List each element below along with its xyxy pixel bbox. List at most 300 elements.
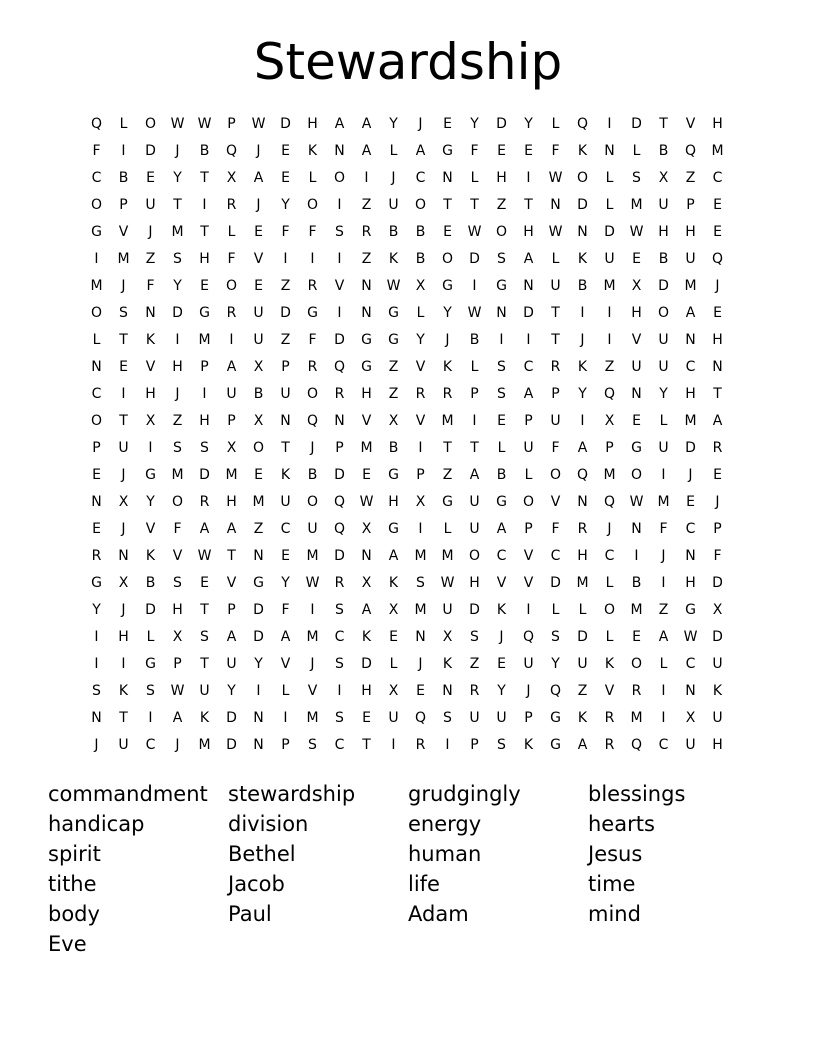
grid-letter: P bbox=[119, 197, 128, 213]
grid-letter: M bbox=[360, 440, 373, 456]
grid-letter: E bbox=[389, 629, 398, 645]
grid-letter: H bbox=[361, 386, 372, 402]
grid-letter: O bbox=[657, 305, 670, 321]
grid-letter: I bbox=[94, 656, 99, 672]
grid-letter: J bbox=[121, 602, 126, 618]
grid-letter: A bbox=[172, 710, 183, 726]
grid-letter: R bbox=[442, 386, 453, 402]
grid-letter: M bbox=[198, 332, 211, 348]
word-bank-item: human bbox=[408, 842, 482, 866]
grid-letter: M bbox=[90, 278, 103, 294]
grid-letter: N bbox=[496, 305, 507, 321]
grid-letter: H bbox=[307, 116, 318, 132]
grid-letter: C bbox=[604, 548, 615, 564]
grid-letter: A bbox=[685, 305, 696, 321]
grid-letter: L bbox=[659, 413, 668, 429]
grid-letter: M bbox=[630, 602, 643, 618]
grid-letter: H bbox=[118, 629, 129, 645]
word-bank-item: Paul bbox=[228, 902, 272, 926]
grid-letter: F bbox=[470, 143, 479, 159]
grid-letter: Q bbox=[603, 494, 616, 510]
grid-letter: G bbox=[388, 332, 399, 348]
grid-letter: Y bbox=[281, 197, 290, 213]
grid-letter: E bbox=[443, 224, 452, 240]
grid-letter: U bbox=[118, 440, 129, 456]
grid-letter: Z bbox=[253, 521, 264, 537]
grid-letter: T bbox=[362, 737, 371, 753]
grid-letter: U bbox=[145, 197, 156, 213]
grid-letter: A bbox=[415, 143, 426, 159]
grid-letter: U bbox=[226, 656, 237, 672]
grid-letter: J bbox=[256, 197, 261, 213]
grid-letter: D bbox=[523, 305, 534, 321]
grid-letter: U bbox=[118, 737, 129, 753]
grid-row bbox=[83, 192, 731, 219]
grid-letter: I bbox=[310, 602, 315, 618]
grid-letter: I bbox=[310, 251, 315, 267]
grid-letter: B bbox=[388, 224, 399, 240]
grid-letter: K bbox=[523, 737, 534, 753]
grid-letter: F bbox=[227, 251, 236, 267]
grid-letter: S bbox=[173, 440, 182, 456]
grid-letter: E bbox=[443, 116, 452, 132]
grid-letter: M bbox=[603, 467, 616, 483]
grid-letter: X bbox=[388, 413, 399, 429]
grid-letter: M bbox=[441, 413, 454, 429]
grid-letter: G bbox=[145, 656, 156, 672]
grid-letter: I bbox=[499, 332, 504, 348]
grid-letter: R bbox=[226, 197, 237, 213]
grid-letter: K bbox=[712, 683, 723, 699]
grid-letter: E bbox=[713, 305, 722, 321]
grid-letter: B bbox=[253, 386, 264, 402]
grid-letter: S bbox=[173, 575, 182, 591]
grid-letter: P bbox=[524, 710, 533, 726]
grid-letter: B bbox=[415, 251, 426, 267]
grid-letter: M bbox=[171, 467, 184, 483]
grid-letter: J bbox=[121, 521, 126, 537]
grid-letter: V bbox=[145, 521, 156, 537]
grid-letter: N bbox=[280, 413, 291, 429]
grid-letter: D bbox=[658, 278, 669, 294]
grid-letter: W bbox=[251, 116, 266, 132]
grid-letter: D bbox=[334, 332, 345, 348]
grid-letter: B bbox=[631, 575, 642, 591]
grid-letter: Y bbox=[659, 386, 668, 402]
grid-row bbox=[83, 435, 731, 462]
grid-letter: Y bbox=[146, 494, 155, 510]
grid-letter: I bbox=[526, 170, 531, 186]
grid-letter: O bbox=[333, 170, 346, 186]
grid-letter: U bbox=[712, 710, 723, 726]
grid-letter: A bbox=[523, 251, 534, 267]
grid-letter: Z bbox=[145, 251, 156, 267]
grid-letter: T bbox=[119, 413, 128, 429]
grid-row bbox=[83, 732, 731, 759]
grid-letter: Y bbox=[389, 116, 398, 132]
word-bank-item: division bbox=[228, 812, 309, 836]
grid-letter: W bbox=[629, 494, 644, 510]
grid-letter: M bbox=[171, 224, 184, 240]
grid-letter: V bbox=[172, 548, 183, 564]
grid-letter: M bbox=[657, 494, 670, 510]
grid-letter: D bbox=[172, 305, 183, 321]
grid-letter: D bbox=[199, 467, 210, 483]
grid-letter: M bbox=[198, 737, 211, 753]
grid-letter: D bbox=[253, 602, 264, 618]
grid-letter: Z bbox=[361, 251, 372, 267]
grid-letter: X bbox=[658, 170, 669, 186]
grid-letter: Y bbox=[524, 116, 533, 132]
grid-letter: S bbox=[470, 629, 479, 645]
grid-letter: T bbox=[443, 440, 452, 456]
grid-letter: E bbox=[524, 143, 533, 159]
grid-letter: S bbox=[119, 305, 128, 321]
grid-letter: I bbox=[445, 737, 450, 753]
grid-letter: U bbox=[685, 251, 696, 267]
grid-letter: J bbox=[715, 278, 720, 294]
grid-letter: K bbox=[388, 251, 399, 267]
grid-letter: G bbox=[388, 305, 399, 321]
grid-letter: N bbox=[253, 737, 264, 753]
grid-letter: D bbox=[334, 467, 345, 483]
grid-letter: I bbox=[256, 683, 261, 699]
grid-letter: H bbox=[226, 494, 237, 510]
grid-letter: A bbox=[226, 629, 237, 645]
grid-letter: D bbox=[253, 629, 264, 645]
grid-letter: R bbox=[415, 386, 426, 402]
grid-row bbox=[83, 300, 731, 327]
grid-letter: L bbox=[389, 656, 398, 672]
grid-letter: E bbox=[146, 170, 155, 186]
grid-letter: T bbox=[227, 548, 236, 564]
grid-letter: N bbox=[577, 224, 588, 240]
grid-letter: Z bbox=[604, 359, 615, 375]
grid-letter: S bbox=[200, 629, 209, 645]
grid-letter: G bbox=[496, 278, 507, 294]
grid-letter: Q bbox=[90, 116, 103, 132]
grid-letter: N bbox=[334, 143, 345, 159]
grid-letter: W bbox=[170, 683, 185, 699]
grid-letter: A bbox=[334, 116, 345, 132]
grid-letter: N bbox=[145, 305, 156, 321]
grid-letter: H bbox=[577, 548, 588, 564]
grid-letter: Q bbox=[333, 494, 346, 510]
grid-letter: C bbox=[685, 521, 696, 537]
grid-letter: L bbox=[281, 683, 290, 699]
grid-letter: X bbox=[361, 575, 372, 591]
grid-letter: I bbox=[580, 413, 585, 429]
grid-letter: U bbox=[469, 710, 480, 726]
grid-letter: P bbox=[416, 467, 425, 483]
grid-letter: T bbox=[281, 440, 290, 456]
grid-letter: M bbox=[630, 197, 643, 213]
grid-letter: Z bbox=[172, 413, 183, 429]
grid-letter: N bbox=[91, 494, 102, 510]
grid-letter: T bbox=[200, 656, 209, 672]
grid-letter: I bbox=[607, 332, 612, 348]
grid-letter: X bbox=[118, 575, 129, 591]
grid-letter: A bbox=[523, 386, 534, 402]
grid-letter: T bbox=[119, 332, 128, 348]
grid-letter: L bbox=[605, 575, 614, 591]
grid-letter: G bbox=[199, 305, 210, 321]
grid-letter: E bbox=[281, 143, 290, 159]
grid-letter: Y bbox=[443, 305, 452, 321]
grid-letter: Q bbox=[522, 629, 535, 645]
grid-letter: K bbox=[361, 629, 372, 645]
grid-letter: O bbox=[171, 494, 184, 510]
grid-letter: K bbox=[388, 575, 399, 591]
grid-letter: B bbox=[658, 143, 669, 159]
grid-letter: U bbox=[658, 359, 669, 375]
grid-letter: S bbox=[632, 170, 641, 186]
grid-letter: K bbox=[145, 548, 156, 564]
grid-letter: A bbox=[361, 143, 372, 159]
grid-letter: T bbox=[443, 197, 452, 213]
grid-letter: I bbox=[283, 251, 288, 267]
grid-letter: E bbox=[713, 197, 722, 213]
grid-letter: I bbox=[94, 629, 99, 645]
grid-letter: I bbox=[526, 602, 531, 618]
grid-letter: V bbox=[415, 359, 426, 375]
grid-letter: G bbox=[253, 575, 264, 591]
grid-letter: F bbox=[551, 143, 560, 159]
grid-letter: Q bbox=[549, 683, 562, 699]
grid-letter: X bbox=[712, 602, 723, 618]
grid-letter: Y bbox=[254, 656, 263, 672]
grid-letter: L bbox=[659, 656, 668, 672]
grid-letter: E bbox=[119, 359, 128, 375]
grid-letter: M bbox=[306, 710, 319, 726]
grid-letter: L bbox=[524, 467, 533, 483]
grid-letter: W bbox=[197, 116, 212, 132]
grid-letter: P bbox=[200, 359, 209, 375]
grid-letter: G bbox=[307, 305, 318, 321]
word-bank-item: stewardship bbox=[228, 782, 356, 806]
grid-letter: T bbox=[551, 332, 560, 348]
word-bank-item: Bethel bbox=[228, 842, 296, 866]
grid-letter: M bbox=[306, 629, 319, 645]
grid-letter: O bbox=[225, 278, 238, 294]
grid-row bbox=[83, 651, 731, 678]
grid-letter: U bbox=[199, 683, 210, 699]
grid-letter: Z bbox=[280, 278, 291, 294]
grid-letter: I bbox=[202, 386, 207, 402]
grid-letter: C bbox=[415, 170, 426, 186]
grid-letter: L bbox=[227, 224, 236, 240]
grid-row bbox=[83, 327, 731, 354]
grid-letter: J bbox=[445, 332, 450, 348]
grid-letter: G bbox=[145, 467, 156, 483]
grid-letter: O bbox=[144, 116, 157, 132]
grid-letter: O bbox=[414, 197, 427, 213]
grid-letter: G bbox=[685, 602, 696, 618]
grid-row bbox=[83, 165, 731, 192]
grid-letter: K bbox=[145, 332, 156, 348]
grid-letter: T bbox=[200, 224, 209, 240]
grid-letter: X bbox=[361, 521, 372, 537]
grid-letter: D bbox=[604, 224, 615, 240]
grid-letter: E bbox=[713, 467, 722, 483]
grid-letter: J bbox=[688, 467, 693, 483]
grid-letter: F bbox=[146, 278, 155, 294]
grid-letter: N bbox=[361, 305, 372, 321]
grid-row bbox=[83, 138, 731, 165]
grid-letter: N bbox=[577, 494, 588, 510]
grid-letter: V bbox=[280, 656, 291, 672]
grid-letter: Z bbox=[442, 467, 453, 483]
grid-letter: J bbox=[499, 629, 504, 645]
grid-letter: G bbox=[91, 224, 102, 240]
grid-letter: O bbox=[522, 494, 535, 510]
grid-letter: U bbox=[631, 359, 642, 375]
grid-letter: D bbox=[577, 197, 588, 213]
grid-letter: K bbox=[442, 656, 453, 672]
grid-letter: A bbox=[469, 467, 480, 483]
grid-letter: K bbox=[118, 683, 129, 699]
grid-letter: I bbox=[364, 170, 369, 186]
grid-letter: L bbox=[443, 521, 452, 537]
grid-letter: G bbox=[388, 467, 399, 483]
grid-letter: F bbox=[713, 548, 722, 564]
grid-letter: E bbox=[632, 629, 641, 645]
grid-letter: Z bbox=[496, 197, 507, 213]
grid-letter: L bbox=[308, 170, 317, 186]
grid-letter: X bbox=[388, 602, 399, 618]
grid-row bbox=[83, 219, 731, 246]
word-bank-item: Jacob bbox=[228, 872, 285, 896]
grid-letter: B bbox=[118, 170, 129, 186]
grid-letter: A bbox=[253, 170, 264, 186]
grid-letter: Z bbox=[685, 170, 696, 186]
grid-letter: K bbox=[307, 143, 318, 159]
grid-row bbox=[83, 570, 731, 597]
grid-letter: J bbox=[715, 494, 720, 510]
grid-letter: G bbox=[631, 440, 642, 456]
grid-letter: O bbox=[306, 197, 319, 213]
grid-letter: S bbox=[335, 224, 344, 240]
grid-letter: T bbox=[119, 710, 128, 726]
grid-letter: N bbox=[253, 710, 264, 726]
grid-letter: E bbox=[497, 413, 506, 429]
grid-letter: K bbox=[577, 710, 588, 726]
grid-letter: E bbox=[632, 251, 641, 267]
grid-letter: D bbox=[145, 143, 156, 159]
grid-row bbox=[83, 516, 731, 543]
grid-letter: I bbox=[121, 656, 126, 672]
grid-letter: X bbox=[442, 629, 453, 645]
grid-letter: M bbox=[684, 278, 697, 294]
grid-letter: I bbox=[337, 251, 342, 267]
grid-row bbox=[83, 462, 731, 489]
grid-row bbox=[83, 489, 731, 516]
grid-letter: O bbox=[495, 224, 508, 240]
grid-letter: H bbox=[712, 737, 723, 753]
grid-letter: F bbox=[281, 224, 290, 240]
grid-letter: O bbox=[441, 251, 454, 267]
puzzle-title: Stewardship bbox=[253, 33, 563, 91]
grid-letter: Q bbox=[630, 737, 643, 753]
grid-letter: L bbox=[119, 116, 128, 132]
grid-letter: H bbox=[469, 575, 480, 591]
grid-letter: N bbox=[91, 359, 102, 375]
grid-letter: C bbox=[658, 737, 669, 753]
grid-letter: K bbox=[280, 467, 291, 483]
grid-letter: L bbox=[389, 143, 398, 159]
grid-letter: I bbox=[229, 332, 234, 348]
grid-letter: Q bbox=[576, 116, 589, 132]
grid-row bbox=[83, 597, 731, 624]
grid-letter: H bbox=[631, 305, 642, 321]
grid-row bbox=[83, 273, 731, 300]
grid-letter: N bbox=[631, 386, 642, 402]
grid-letter: O bbox=[90, 197, 103, 213]
grid-letter: B bbox=[145, 575, 156, 591]
grid-letter: U bbox=[280, 386, 291, 402]
grid-letter: E bbox=[497, 143, 506, 159]
grid-letter: J bbox=[418, 116, 423, 132]
grid-letter: Z bbox=[388, 359, 399, 375]
grid-letter: H bbox=[496, 170, 507, 186]
grid-letter: E bbox=[362, 710, 371, 726]
grid-letter: P bbox=[173, 656, 182, 672]
grid-letter: N bbox=[253, 548, 264, 564]
grid-letter: V bbox=[334, 278, 345, 294]
grid-letter: D bbox=[334, 548, 345, 564]
grid-row bbox=[83, 624, 731, 651]
grid-letter: A bbox=[199, 521, 210, 537]
grid-letter: M bbox=[414, 548, 427, 564]
grid-letter: V bbox=[118, 224, 129, 240]
grid-letter: G bbox=[442, 278, 453, 294]
grid-letter: R bbox=[604, 737, 615, 753]
grid-letter: W bbox=[683, 629, 698, 645]
grid-letter: K bbox=[442, 359, 453, 375]
grid-letter: E bbox=[254, 224, 263, 240]
grid-letter: U bbox=[469, 521, 480, 537]
grid-letter: E bbox=[254, 278, 263, 294]
grid-letter: O bbox=[90, 305, 103, 321]
grid-letter: R bbox=[415, 737, 426, 753]
grid-row bbox=[83, 354, 731, 381]
grid-letter: Z bbox=[280, 332, 291, 348]
grid-letter: O bbox=[252, 440, 265, 456]
grid-row bbox=[83, 705, 731, 732]
grid-row bbox=[83, 408, 731, 435]
grid-letter: J bbox=[310, 440, 315, 456]
grid-letter: A bbox=[577, 440, 588, 456]
grid-letter: W bbox=[467, 224, 482, 240]
grid-letter: U bbox=[658, 332, 669, 348]
grid-letter: X bbox=[226, 440, 237, 456]
grid-letter: N bbox=[442, 170, 453, 186]
grid-letter: C bbox=[334, 737, 345, 753]
grid-letter: Q bbox=[225, 143, 238, 159]
grid-letter: D bbox=[226, 737, 237, 753]
grid-letter: J bbox=[175, 386, 180, 402]
grid-letter: H bbox=[199, 413, 210, 429]
grid-letter: I bbox=[418, 521, 423, 537]
grid-letter: C bbox=[280, 521, 291, 537]
grid-letter: N bbox=[631, 521, 642, 537]
grid-letter: R bbox=[550, 359, 561, 375]
grid-letter: W bbox=[386, 278, 401, 294]
grid-row bbox=[83, 543, 731, 570]
grid-letter: P bbox=[524, 413, 533, 429]
word-bank-item: tithe bbox=[48, 872, 97, 896]
grid-letter: H bbox=[685, 575, 696, 591]
